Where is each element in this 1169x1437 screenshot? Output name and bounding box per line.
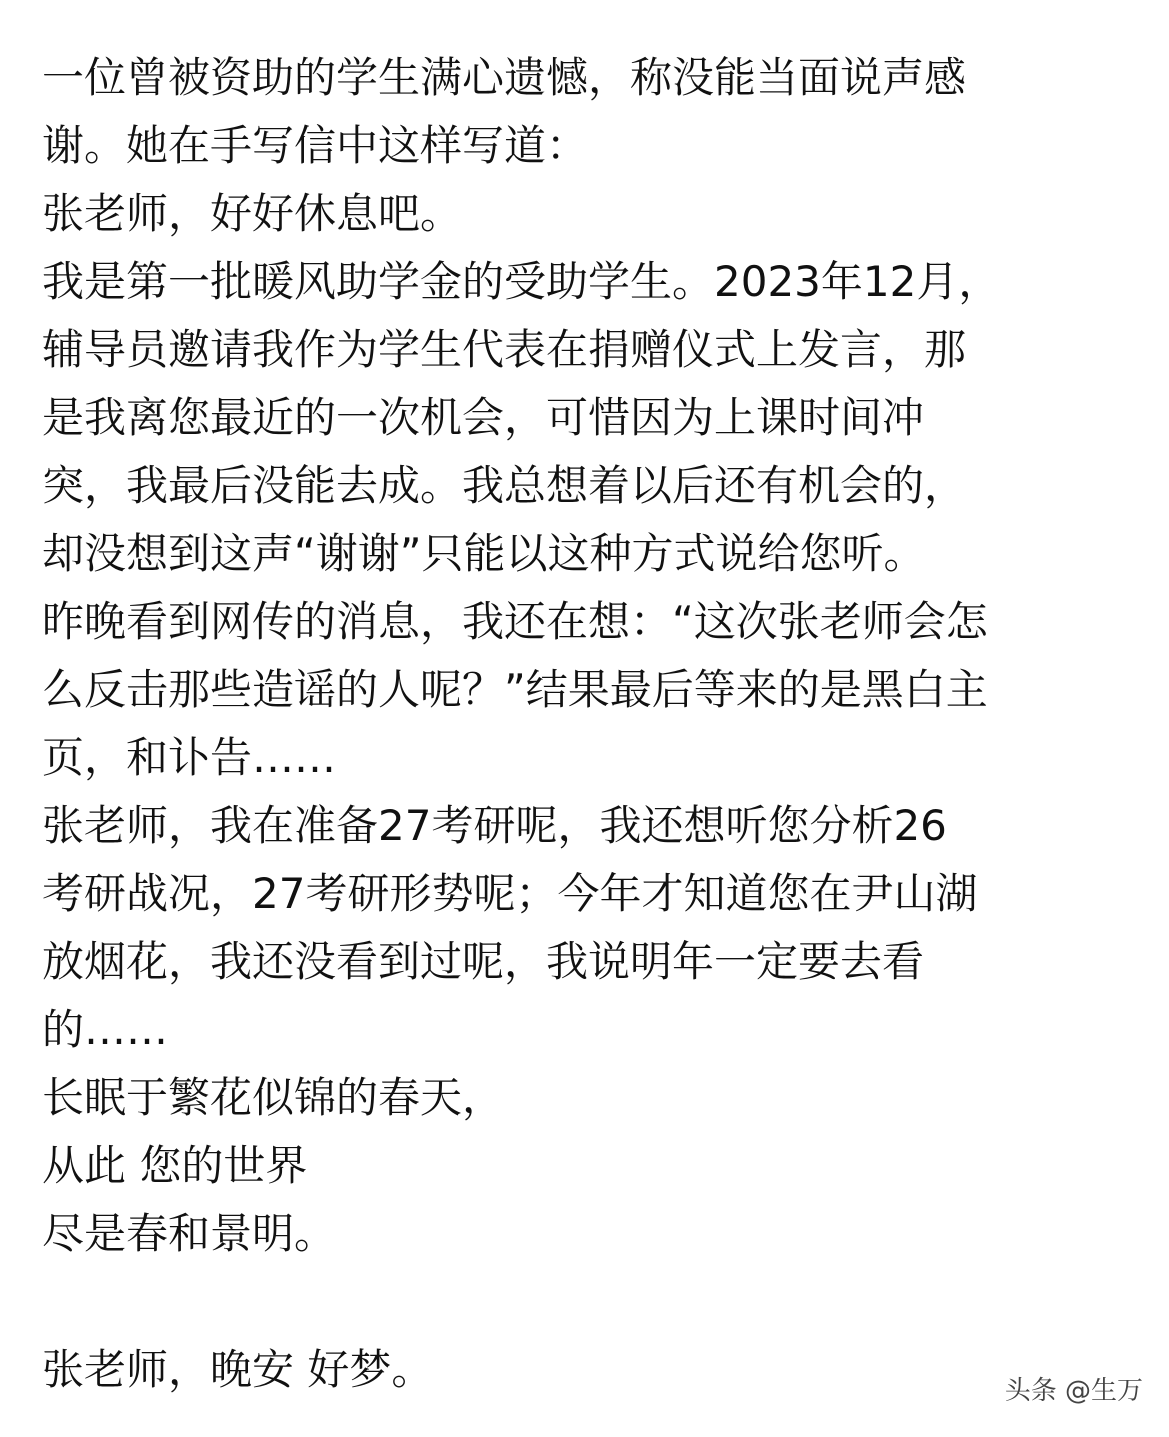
text-line: 长眠于繁花似锦的春天， <box>42 1073 505 1122</box>
text-line: 么反击那些造谣的人呢？”结果最后等来的是黑白主 <box>42 665 988 714</box>
text-line: 张老师，晚安 好梦。 <box>42 1345 434 1394</box>
text-line: 的…… <box>42 1005 169 1054</box>
text-line: 一位曾被资助的学生满心遗憾，称没能当面说声感 <box>42 53 967 102</box>
text-line: 是我离您最近的一次机会，可惜因为上课时间冲 <box>42 393 925 442</box>
text-line: 却没想到这声“谢谢”只能以这种方式说给您听。 <box>42 529 926 578</box>
text-line: 昨晚看到网传的消息，我还在想：“这次张老师会怎 <box>42 597 988 646</box>
text-line: 页，和讣告…… <box>42 733 337 782</box>
blank-line <box>42 1268 1142 1336</box>
text-line: 考研战况，27考研形势呢；今年才知道您在尹山湖 <box>42 869 978 918</box>
text-line: 尽是春和景明。 <box>42 1209 337 1258</box>
text-line: 张老师，我在准备27考研呢，我还想听您分析26 <box>42 801 947 850</box>
text-line: 张老师，好好休息吧。 <box>42 189 463 238</box>
text-line: 从此 您的世界 <box>42 1141 308 1190</box>
text-line: 辅导员邀请我作为学生代表在捐赠仪式上发言，那 <box>42 325 967 374</box>
watermark: 头条 @生万 <box>1004 1376 1143 1406</box>
text-line: 谢。她在手写信中这样写道： <box>42 121 589 170</box>
text-line: 放烟花，我还没看到过呢，我说明年一定要去看 <box>42 937 925 986</box>
text-line: 我是第一批暖风助学金的受助学生。2023年12月， <box>42 257 1001 306</box>
text-line: 突，我最后没能去成。我总想着以后还有机会的， <box>42 461 967 510</box>
letter-text <box>42 44 1142 1404</box>
